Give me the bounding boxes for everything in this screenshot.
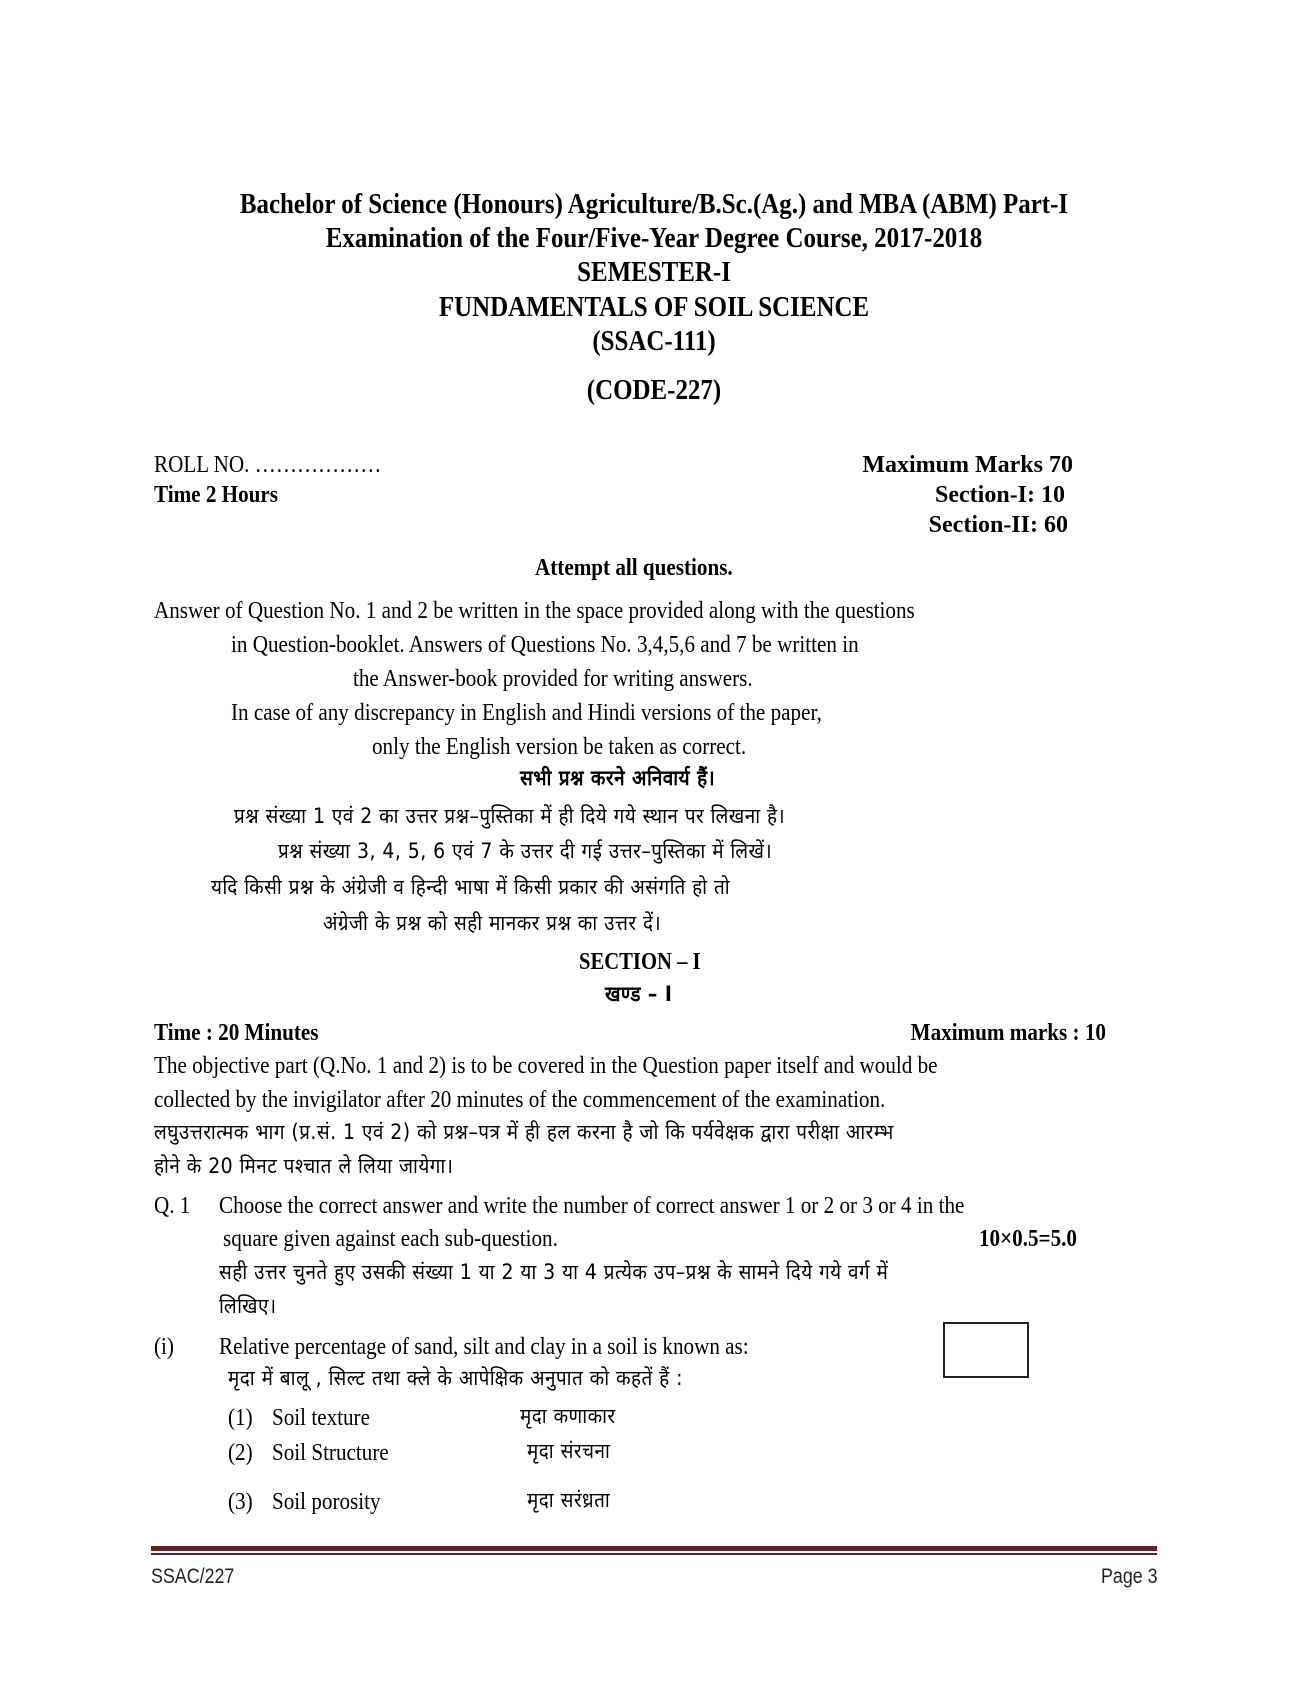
exam-title-line2: Examination of the Four/Five-Year Degree Course, 2017-2018 [325,222,983,254]
subject-heading: FUNDAMENTALS OF SOIL SCIENCE [438,291,870,323]
section-note-hindi-line: होने के 20 मिनट पश्चात ले लिया जायेगा। [154,1154,454,1178]
question-text: Choose the correct answer and write the number of correct answer 1 or 2 or 3 or 4 in the [219,1193,965,1219]
section2-marks: Section-II: 60 [928,512,1068,538]
instruction-line: in Question-booklet. Answers of Questions No. 3,4,5,6 and 7 be written in [231,632,859,658]
question-marks: 10×0.5=5.0 [979,1226,1077,1252]
hindi-instruction-line: यदि किसी प्रश्न के अंग्रेजी व हिन्दी भाषा में किसी प्रकार की असंगति हो तो [211,875,731,899]
semester-heading: SEMESTER-I [577,256,731,288]
hindi-instruction-line: अंग्रेजी के प्रश्न को सही मानकर प्रश्न का उत्तर दें। [323,911,662,935]
question-text-hindi: सही उत्तर चुनते हुए उसकी संख्या 1 या 2 या 3 या 4 प्रत्येक उप–प्रश्न के सामने दिये गये वर्ग में [219,1260,889,1284]
option-text: Soil Structure [272,1440,389,1466]
instruction-line: Answer of Question No. 1 and 2 be written in the space provided along with the questions [154,598,915,624]
course-code: (SSAC-111) [592,325,716,357]
option-label: (2) [228,1440,253,1466]
answer-box[interactable] [943,1322,1029,1378]
section1-marks: Section-I: 10 [935,482,1065,508]
sub-question-text: Relative percentage of sand, silt and clay in a soil is known as: [219,1334,749,1360]
question-text: square given against each sub-question. [223,1226,558,1252]
section-note-hindi-line: लघुउत्तरात्मक भाग (प्र.सं. 1 एवं 2) को प्रश्न–पत्र में ही हल करना है जो कि पर्यवेक्षक द्वारा परीक्षा आरम्भ [154,1120,894,1144]
hindi-instructions-heading: सभी प्रश्न करने अनिवार्य हैं। [520,766,716,790]
option-label: (1) [228,1405,253,1431]
footer-rule [151,1546,1157,1551]
hindi-instruction-line: प्रश्न संख्या 1 एवं 2 का उत्तर प्रश्न–पुस्तिका में ही दिये गये स्थान पर लिखना है। [234,804,786,828]
sub-question-label: (i) [154,1334,174,1360]
instruction-line: only the English version be taken as correct. [372,734,747,760]
instruction-line: In case of any discrepancy in English and Hindi versions of the paper, [231,700,822,726]
page-number: Page 3 [1101,1565,1158,1588]
hindi-instruction-line: प्रश्न संख्या 3, 4, 5, 6 एवं 7 के उत्तर दी गई उत्तर–पुस्तिका में लिखें। [278,839,773,863]
option-text-hindi: मृदा संरचना [527,1439,611,1463]
footer-rule-thin [151,1553,1157,1555]
exam-title-line1: Bachelor of Science (Honours) Agriculture/B.Sc.(Ag.) and MBA (ABM) Part-I [239,188,1069,220]
option-text: Soil porosity [272,1489,381,1515]
option-text-hindi: मृदा सरंध्रता [527,1488,611,1512]
section-note-line: The objective part (Q.No. 1 and 2) is to be covered in the Question paper itself and would be [154,1053,938,1079]
section-time: Time : 20 Minutes [154,1020,319,1046]
roll-no-field[interactable]: ROLL NO. ……………… [154,452,382,478]
paper-code: (CODE-227) [586,374,722,406]
question-text-hindi: लिखिए। [219,1294,277,1318]
section-note-line: collected by the invigilator after 20 minutes of the commencement of the examination. [154,1087,886,1113]
option-text: Soil texture [272,1405,370,1431]
footer-code: SSAC/227 [151,1565,235,1588]
option-label: (3) [228,1489,253,1515]
option-text-hindi: मृदा कणाकार [520,1404,616,1428]
sub-question-text-hindi: मृदा में बालू , सिल्ट तथा क्ले के आपेक्षिक अनुपात को कहतें हैं : [228,1366,683,1390]
exam-duration: Time 2 Hours [154,482,278,508]
section-title: SECTION – I [579,949,701,975]
section-title-hindi: खण्ड – I [605,982,673,1006]
instructions-heading: Attempt all questions. [535,555,733,581]
question-number: Q. 1 [154,1193,191,1219]
instruction-line: the Answer-book provided for writing answers. [353,666,753,692]
section-max-marks: Maximum marks : 10 [910,1020,1106,1046]
max-marks: Maximum Marks 70 [862,452,1073,478]
